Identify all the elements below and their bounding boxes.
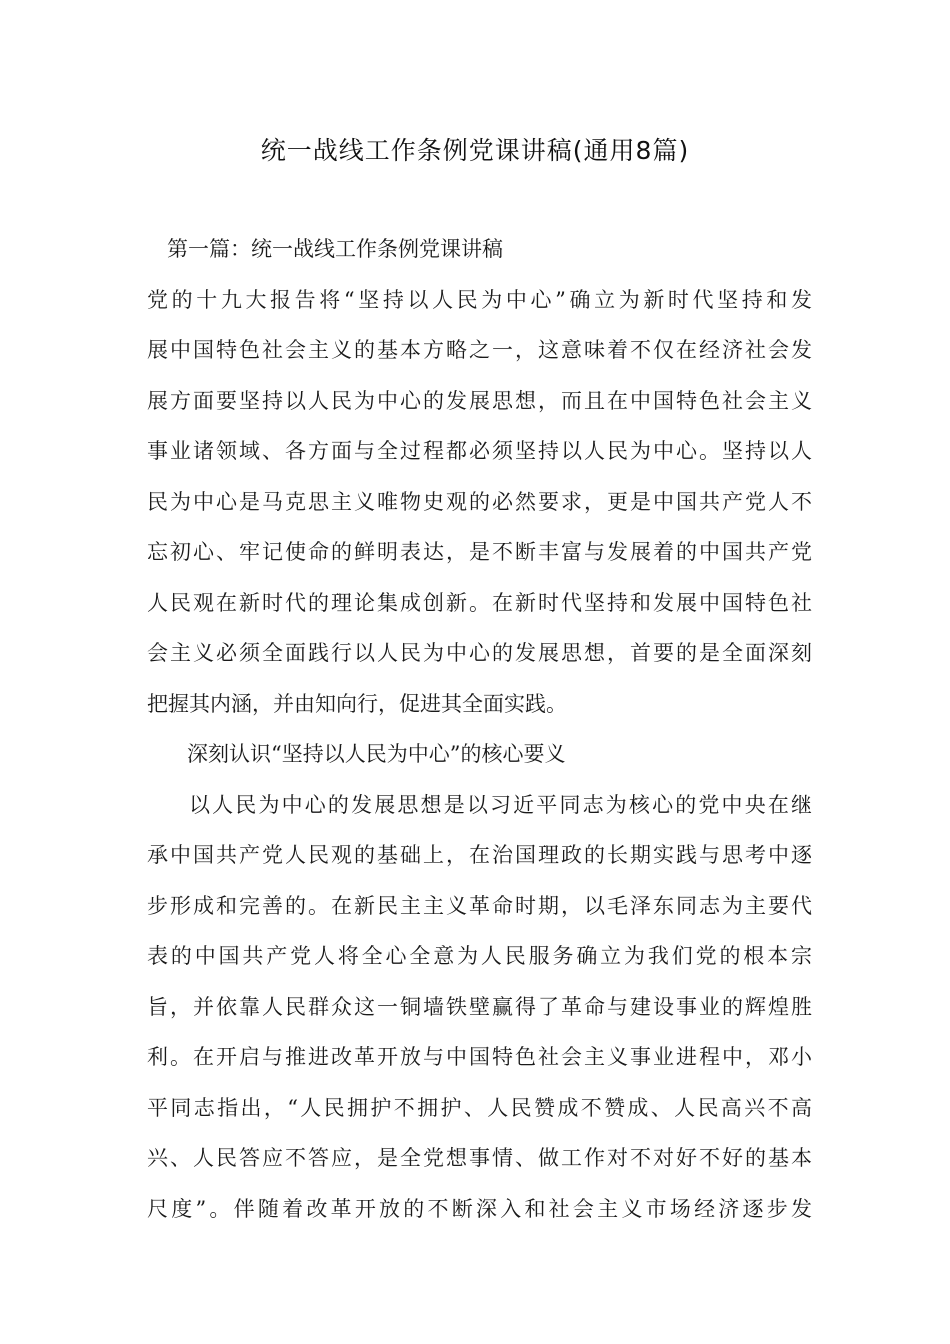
paragraph-1-line: 人民观在新时代的理论集成创新。在新时代坚持和发展中国特色社 — [147, 590, 812, 615]
document-title: 统一战线工作条例党课讲稿(通用8篇) — [260, 136, 690, 165]
paragraph-1-line: 展中国特色社会主义的基本方略之一，这意味着不仅在经济社会发 — [147, 338, 812, 362]
paragraph-1-line: 会主义必须全面践行以人民为中心的发展思想，首要的是全面深刻 — [147, 641, 812, 665]
paragraph-1-line: 忘初心、牢记使命的鲜明表达，是不断丰富与发展着的中国共产党 — [147, 540, 812, 564]
document-body — [147, 224, 812, 1234]
paragraph-1-line: 党的十九大报告将“坚持以人民为中心”确立为新时代坚持和发 — [147, 287, 812, 312]
paragraph-2-line: 平同志指出，“人民拥护不拥护、人民赞成不赞成、人民高兴不高 — [147, 1095, 812, 1120]
paragraph-2-line: 利。在开启与推进改革开放与中国特色社会主义事业进程中，邓小 — [147, 1045, 812, 1069]
paragraph-1-line: 把握其内涵，并由知向行，促进其全面实践。 — [147, 691, 567, 716]
paragraph-2-line: 步形成和完善的。在新民主主义革命时期，以毛泽东同志为主要代 — [147, 893, 812, 918]
paragraph-2-line: 以人民为中心的发展思想是以习近平同志为核心的党中央在继 — [189, 792, 812, 817]
paragraph-1-line: 展方面要坚持以人民为中心的发展思想，而且在中国特色社会主义 — [147, 388, 812, 413]
subheading: 深刻认识“坚持以人民为中心”的核心要义 — [187, 742, 566, 766]
paragraph-2-line: 旨，并依靠人民群众这一铜墙铁壁赢得了革命与建设事业的辉煌胜 — [147, 994, 812, 1019]
paragraph-2-line: 表的中国共产党人将全心全意为人民服务确立为我们党的根本宗 — [147, 944, 812, 968]
paragraph-2-line: 兴、人民答应不答应，是全党想事情、做工作对不对好不好的基本 — [147, 1146, 812, 1170]
paragraph-2-line: 尺度”。伴随着改革开放的不断深入和社会主义市场经济逐步发 — [147, 1196, 812, 1221]
paragraph-1-line: 事业诸领域、各方面与全过程都必须坚持以人民为中心。坚持以人 — [147, 439, 812, 463]
paragraph-2-line: 承中国共产党人民观的基础上，在治国理政的长期实践与思考中逐 — [147, 843, 812, 867]
section-heading: 第一篇：统一战线工作条例党课讲稿 — [167, 237, 503, 261]
paragraph-1-line: 民为中心是马克思主义唯物史观的必然要求，更是中国共产党人不 — [147, 489, 812, 514]
